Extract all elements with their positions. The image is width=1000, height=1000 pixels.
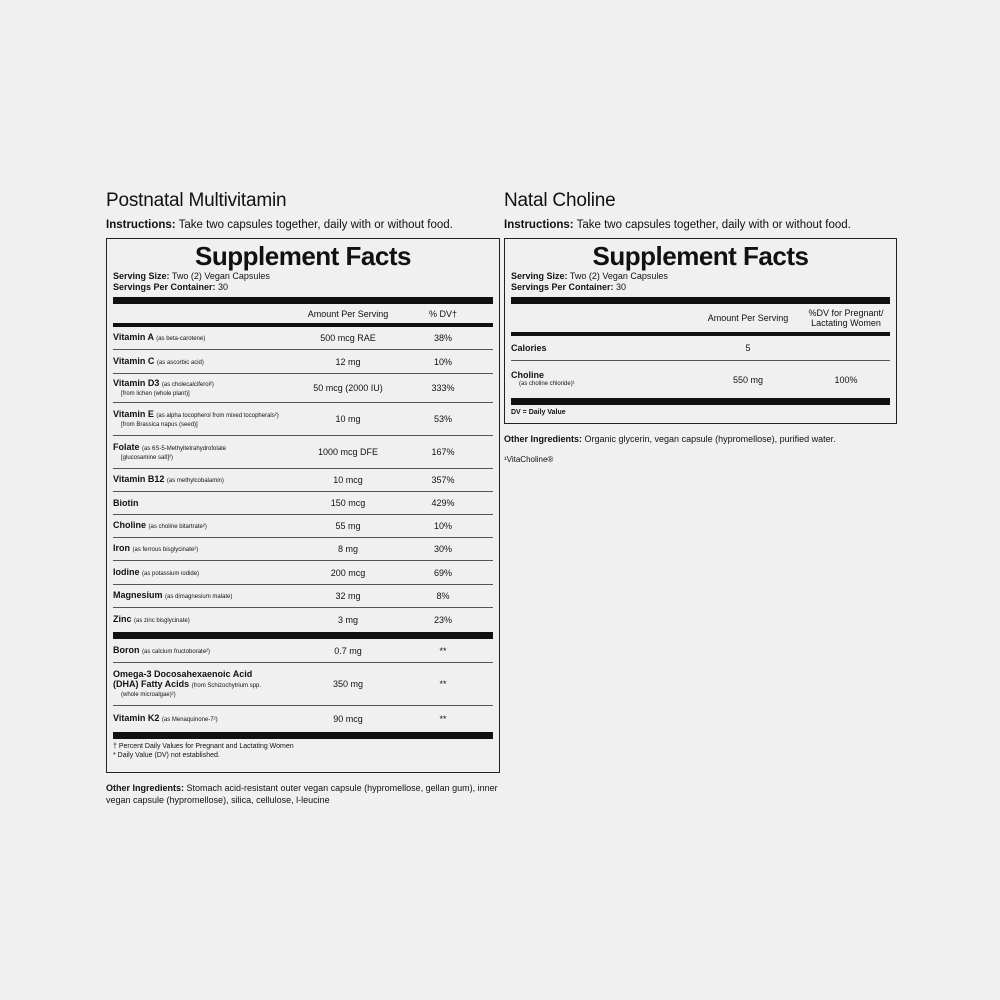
table-row (113, 639, 493, 663)
natal-choline-panel (504, 188, 897, 464)
amount-per-serving: 8 mg (337, 544, 358, 554)
servings-per-container: Servings Per Container: 30 (113, 282, 229, 292)
daily-value: ** (439, 679, 447, 689)
table-row (511, 361, 890, 398)
nutrient-name: Vitamin D3 (as cholecalciferol²) [from lichen (whole plant)] (113, 377, 214, 397)
amount-per-serving: 10 mg (335, 414, 361, 424)
amount-per-serving: 5 (745, 343, 751, 353)
table-row (113, 561, 493, 585)
nutrient-name: Magnesium (as dimagnesium malate) (113, 590, 233, 600)
nutrient-name: Omega-3 Docosahexaenoic Acid (DHA) Fatty Acids (from Schizochytrium spp. (whole microalgae)²) (113, 668, 262, 698)
table-row (113, 350, 493, 374)
nutrient-name: Boron (as calcium fructoborate²) (113, 644, 211, 655)
daily-value: 10% (433, 356, 452, 367)
servings-per-container: Servings Per Container: 30 (511, 282, 627, 292)
amount-per-serving: 500 mcg RAE (320, 333, 376, 343)
daily-value: ** (439, 645, 447, 656)
column-header: Amount Per Serving % DV† (113, 304, 493, 327)
table-row (113, 608, 493, 632)
nutrient-rows (511, 336, 890, 398)
amount-per-serving: 200 mcg (330, 567, 366, 578)
other-ingredients: Other Ingredients: Stomach acid-resistant outer vegan capsule (hypromellose, gellan gum), inner vegan capsule (hypromellose), silica, cellulose, l-leucine (106, 783, 498, 805)
daily-value: 357% (431, 475, 455, 485)
nutrient-name: Vitamin E (as alpha tocopherol from mixed tocopherals²) [from Brassica napus (seed)] (113, 408, 279, 428)
table-row (113, 585, 493, 608)
table-row (511, 336, 890, 361)
amount-per-serving: 350 mg (332, 679, 364, 689)
daily-value: 100% (834, 374, 858, 385)
daily-value: 38% (433, 333, 452, 343)
postnatal-panel (106, 188, 500, 806)
table-row (113, 515, 493, 538)
table-row (113, 403, 493, 436)
amount-per-serving: 0.7 mg (334, 645, 362, 656)
daily-value: ** (439, 714, 447, 724)
amount-per-serving: 150 mcg (330, 498, 366, 508)
table-row (113, 663, 493, 706)
nutrient-name: Vitamin K2 (as Menaquinone-7²) (113, 713, 218, 723)
amount-per-serving: 550 mg (732, 374, 764, 385)
amount-per-serving: 90 mcg (333, 714, 363, 724)
amount-per-serving: 55 mg (335, 521, 361, 531)
amount-per-serving: 12 mg (335, 356, 361, 367)
footnote: † Percent Daily Values for Pregnant and Lactating Women * Daily Value (DV) not established. (113, 743, 294, 759)
supplement-facts-table (504, 238, 897, 424)
table-row (113, 538, 493, 561)
column-header: Amount Per Serving %DV for Pregnant/ Lactating Women (511, 304, 890, 336)
divider (511, 297, 890, 304)
nutrient-name: Zinc (as zinc bisglycinate) (113, 614, 190, 624)
divider (511, 398, 890, 405)
amount-per-serving: 50 mcg (2000 IU) (313, 383, 383, 393)
serving-size: Serving Size: Two (2) Vegan Capsules (511, 271, 668, 281)
table-row (113, 469, 493, 492)
nutrient-name: Calories (511, 343, 547, 353)
nutrient-rows-no-dv (113, 639, 493, 732)
nutrient-name: Biotin (113, 498, 139, 508)
daily-value: 8% (436, 591, 450, 601)
daily-value: 53% (433, 414, 452, 424)
daily-value: 30% (433, 544, 452, 554)
trademark-note: ¹VitaCholine® (504, 455, 554, 464)
amount-per-serving: 3 mg (337, 615, 358, 625)
daily-value: 167% (431, 447, 455, 457)
daily-value: 333% (431, 383, 455, 393)
daily-value: 69% (433, 567, 452, 578)
footnote: DV = Daily Value (511, 409, 566, 416)
table-row (113, 436, 493, 469)
instructions: Instructions: Take two capsules together, daily with or without food. (504, 219, 851, 231)
nutrient-name: Vitamin A (as beta-carotene) (113, 332, 206, 342)
table-row (113, 374, 493, 403)
product-title: Natal Choline (504, 190, 616, 211)
daily-value: 10% (433, 521, 452, 531)
nutrient-name: Vitamin B12 (as methylcobalamin) (113, 474, 224, 484)
divider (113, 632, 493, 639)
amount-per-serving: 10 mcg (333, 475, 363, 485)
daily-value: 429% (431, 498, 455, 508)
daily-value: 23% (433, 615, 452, 625)
supplement-facts-table (106, 238, 500, 773)
amount-per-serving: 32 mg (335, 591, 361, 601)
product-title: Postnatal Multivitamin (106, 190, 287, 211)
facts-title: Supplement Facts (592, 241, 809, 271)
other-ingredients: Other Ingredients: Organic glycerin, vegan capsule (hypromellose), purified water. (504, 434, 836, 444)
table-row (113, 706, 493, 732)
nutrient-name: Folate (as 6S-5-Methyltetrahydrofolate [glucosamine salt]²) (113, 441, 227, 461)
amount-per-serving: 1000 mcg DFE (317, 447, 379, 457)
table-row (113, 492, 493, 515)
divider (113, 732, 493, 739)
nutrient-name: Choline (as choline bitartrate²) (113, 520, 207, 530)
serving-size: Serving Size: Two (2) Vegan Capsules (113, 271, 270, 281)
instructions: Instructions: Take two capsules together, daily with or without food. (106, 219, 453, 231)
nutrient-name: Vitamin C (as ascorbic acid) (113, 355, 204, 366)
nutrient-name: Iron (as ferrous bisglycinate²) (113, 543, 199, 553)
nutrient-rows (113, 327, 493, 632)
table-row (113, 327, 493, 350)
facts-title: Supplement Facts (195, 241, 411, 271)
nutrient-name: Iodine (as potassium iodide) (113, 566, 200, 577)
nutrient-name: Choline (as choline chloride)¹ (511, 370, 575, 387)
divider (113, 297, 493, 304)
